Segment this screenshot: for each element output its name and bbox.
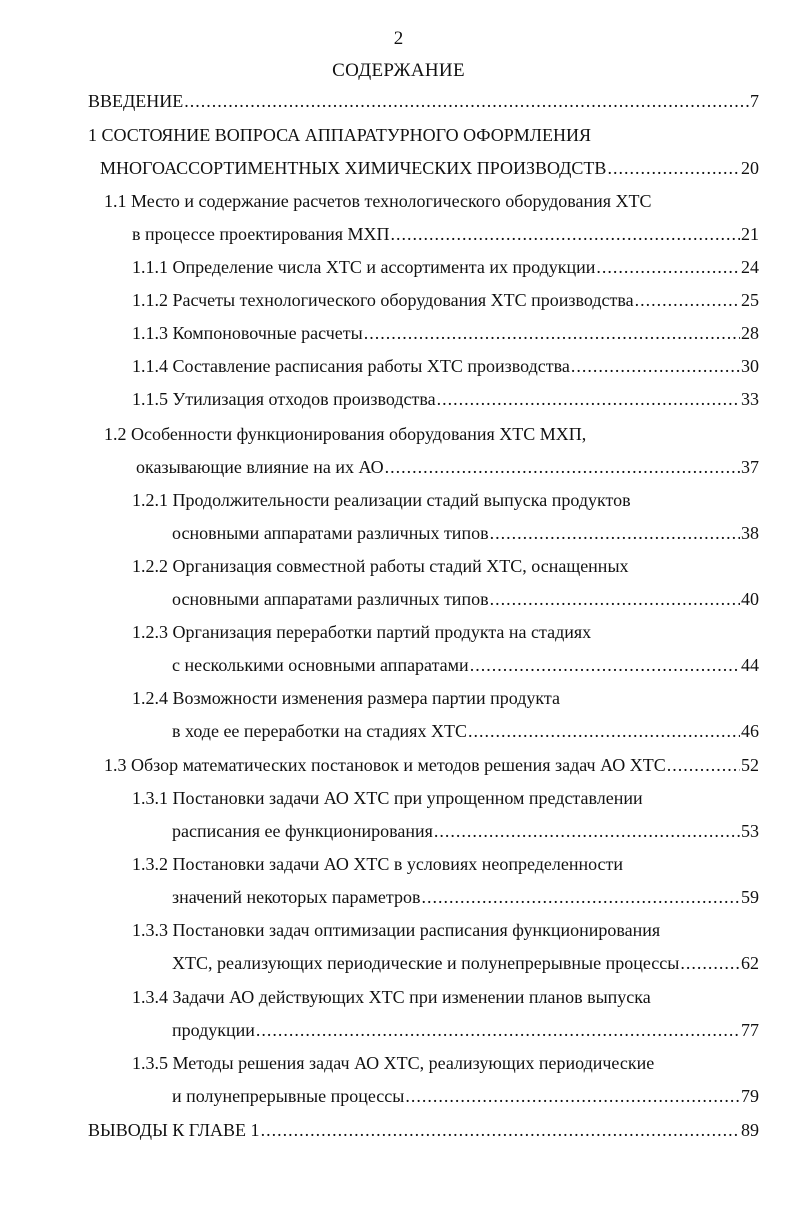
toc-entry-text: и полунепрерывные процессы bbox=[172, 1086, 405, 1106]
toc-entry-1-3-3-cont[interactable] bbox=[172, 950, 759, 976]
toc-entry-text: 1.1.2 Расчеты технологического оборудования ХТС производства bbox=[132, 290, 634, 310]
toc-entry-text: ВВЕДЕНИЕ bbox=[88, 91, 184, 111]
toc-entry-1-2-1-cont[interactable] bbox=[172, 520, 759, 546]
toc-entry-page: 33 bbox=[741, 389, 759, 409]
toc-leader bbox=[405, 1083, 740, 1109]
toc-entry-1-3-1-cont[interactable] bbox=[172, 818, 759, 844]
toc-entry-1-1-cont[interactable] bbox=[132, 221, 759, 247]
toc-entry-1-2-cont[interactable] bbox=[136, 454, 759, 480]
toc-entry-text: 1.1.3 Компоновочные расчеты bbox=[132, 323, 363, 343]
page-title: СОДЕРЖАНИЕ bbox=[332, 60, 465, 81]
toc-leader bbox=[184, 88, 749, 114]
toc-entry-text: 1.2.4 Возможности изменения размера партии продукта bbox=[132, 688, 560, 708]
toc-entry-1-2-4[interactable] bbox=[132, 685, 759, 711]
toc-entry-text: расписания ее функционирования bbox=[172, 821, 433, 841]
toc-entry-1-1-1[interactable] bbox=[132, 254, 759, 280]
toc-entry-text: ВЫВОДЫ К ГЛАВЕ 1 bbox=[88, 1120, 260, 1140]
toc-entry-text: 1.3.5 Методы решения задач АО ХТС, реализующих периодические bbox=[132, 1053, 655, 1073]
toc-entry-1-3[interactable] bbox=[104, 752, 759, 778]
toc-entry-page: 24 bbox=[741, 257, 759, 277]
toc-entry-text: МНОГОАССОРТИМЕНТНЫХ ХИМИЧЕСКИХ ПРОИЗВОДСТВ bbox=[100, 158, 607, 178]
toc-leader bbox=[261, 1117, 740, 1143]
toc-entry-conclusions[interactable] bbox=[88, 1117, 759, 1143]
toc-leader bbox=[490, 520, 740, 546]
toc-leader bbox=[256, 1017, 740, 1043]
toc-entry-text: 1.3 Обзор математических постановок и методов решения задач АО ХТС bbox=[104, 755, 666, 775]
toc-leader bbox=[635, 287, 740, 313]
toc-leader bbox=[490, 586, 740, 612]
toc-entry-page: 38 bbox=[741, 523, 759, 543]
toc-entry-1-1-4[interactable] bbox=[132, 353, 759, 379]
toc-entry-1-2-3[interactable] bbox=[132, 619, 759, 645]
toc-leader bbox=[468, 718, 740, 744]
toc-leader bbox=[596, 254, 740, 280]
toc-entry-1-1-2[interactable] bbox=[132, 287, 759, 313]
toc-entry-1-3-3[interactable] bbox=[132, 917, 759, 943]
toc-entry-1-1[interactable] bbox=[104, 188, 759, 214]
toc-entry-text: 1.1.1 Определение числа ХТС и ассортимента их продукции bbox=[132, 257, 596, 277]
toc-leader bbox=[385, 454, 740, 480]
toc-entry-page: 46 bbox=[741, 721, 759, 741]
page-number: 2 bbox=[393, 28, 404, 49]
toc-leader bbox=[364, 320, 740, 346]
toc-entry-page: 52 bbox=[741, 755, 759, 775]
toc-entry-page: 30 bbox=[741, 356, 759, 376]
toc-entry-1-1-5[interactable] bbox=[132, 386, 759, 412]
toc-entry-text: 1.1.4 Составление расписания работы ХТС производства bbox=[132, 356, 570, 376]
toc-entry-1-2-1[interactable] bbox=[132, 487, 759, 513]
toc-entry-text: ХТС, реализующих периодические и полунепрерывные процессы bbox=[172, 953, 680, 973]
toc-leader bbox=[607, 155, 740, 181]
toc-entry-text: 1.3.3 Постановки задач оптимизации расписания функционирования bbox=[132, 920, 661, 940]
toc-entry-text: в ходе ее переработки на стадиях ХТС bbox=[172, 721, 467, 741]
toc-entry-page: 7 bbox=[750, 91, 759, 111]
toc-entry-1-2-3-cont[interactable] bbox=[172, 652, 759, 678]
toc-entry-1-2-4-cont[interactable] bbox=[172, 718, 759, 744]
toc-entry-1-3-5[interactable] bbox=[132, 1050, 759, 1076]
toc-entry-text: оказывающие влияние на их АО bbox=[136, 457, 384, 477]
toc-entry-1-3-4[interactable] bbox=[132, 984, 759, 1010]
toc-leader bbox=[470, 652, 740, 678]
toc-leader bbox=[421, 884, 740, 910]
toc-entry-page: 44 bbox=[741, 655, 759, 675]
toc-entry-text: с несколькими основными аппаратами bbox=[172, 655, 469, 675]
toc-entry-1-2-2[interactable] bbox=[132, 553, 759, 579]
toc-entry-1-1-3[interactable] bbox=[132, 320, 759, 346]
toc-entry-page: 37 bbox=[741, 457, 759, 477]
toc-entry-text: 1.2.3 Организация переработки партий продукта на стадиях bbox=[132, 622, 592, 642]
toc-entry-text: 1.2 Особенности функционирования оборудования ХТС МХП, bbox=[104, 424, 587, 444]
toc-entry-text: 1.1 Место и содержание расчетов технологического оборудования ХТС bbox=[104, 191, 652, 211]
toc-leader bbox=[391, 221, 740, 247]
toc-entry-text: в процессе проектирования МХП bbox=[132, 224, 390, 244]
toc-entry-1-2-2-cont[interactable] bbox=[172, 586, 759, 612]
toc-leader bbox=[437, 386, 740, 412]
toc-entry-page: 28 bbox=[741, 323, 759, 343]
toc-entry-page: 21 bbox=[741, 224, 759, 244]
toc-entry-page: 40 bbox=[741, 589, 759, 609]
toc-entry-page: 62 bbox=[741, 953, 759, 973]
toc-entry-text: 1.2.1 Продолжительности реализации стадий выпуска продуктов bbox=[132, 490, 631, 510]
toc-entry-page: 20 bbox=[741, 158, 759, 178]
toc-entry-text: значений некоторых параметров bbox=[172, 887, 421, 907]
toc-entry-page: 89 bbox=[741, 1120, 759, 1140]
toc-entry-chapter-1[interactable] bbox=[88, 122, 759, 148]
toc-entry-1-3-4-cont[interactable] bbox=[172, 1017, 759, 1043]
toc-entry-text: 1.3.2 Постановки задачи АО ХТС в условиях неопределенности bbox=[132, 854, 624, 874]
toc-entry-text: 1.3.1 Постановки задачи АО ХТС при упрощенном представлении bbox=[132, 788, 643, 808]
toc-leader bbox=[680, 950, 740, 976]
toc-entry-text: основными аппаратами различных типов bbox=[172, 523, 489, 543]
toc-entry-page: 77 bbox=[741, 1020, 759, 1040]
toc-entry-text: продукции bbox=[172, 1020, 255, 1040]
toc-entry-text: основными аппаратами различных типов bbox=[172, 589, 489, 609]
toc-leader bbox=[571, 353, 740, 379]
toc-entry-page: 53 bbox=[741, 821, 759, 841]
toc-leader bbox=[667, 752, 740, 778]
toc-entry-1-3-5-cont[interactable] bbox=[172, 1083, 759, 1109]
toc-entry-1-3-1[interactable] bbox=[132, 785, 759, 811]
toc-leader bbox=[434, 818, 740, 844]
toc-entry-text: 1.2.2 Организация совместной работы стадий ХТС, оснащенных bbox=[132, 556, 629, 576]
toc-entry-page: 79 bbox=[741, 1086, 759, 1106]
toc-entry-page: 59 bbox=[741, 887, 759, 907]
toc-entry-1-3-2-cont[interactable] bbox=[172, 884, 759, 910]
toc-entry-introduction[interactable] bbox=[88, 88, 759, 114]
toc-entry-text: 1.1.5 Утилизация отходов производства bbox=[132, 389, 436, 409]
toc-entry-chapter-1-cont[interactable] bbox=[100, 155, 759, 181]
toc-entry-1-3-2[interactable] bbox=[132, 851, 759, 877]
toc-entry-text: 1.3.4 Задачи АО действующих ХТС при изменении планов выпуска bbox=[132, 987, 651, 1007]
toc-entry-1-2[interactable] bbox=[104, 421, 759, 447]
toc-entry-text: 1 СОСТОЯНИЕ ВОПРОСА АППАРАТУРНОГО ОФОРМЛЕНИЯ bbox=[88, 125, 591, 145]
toc-entry-page: 25 bbox=[741, 290, 759, 310]
